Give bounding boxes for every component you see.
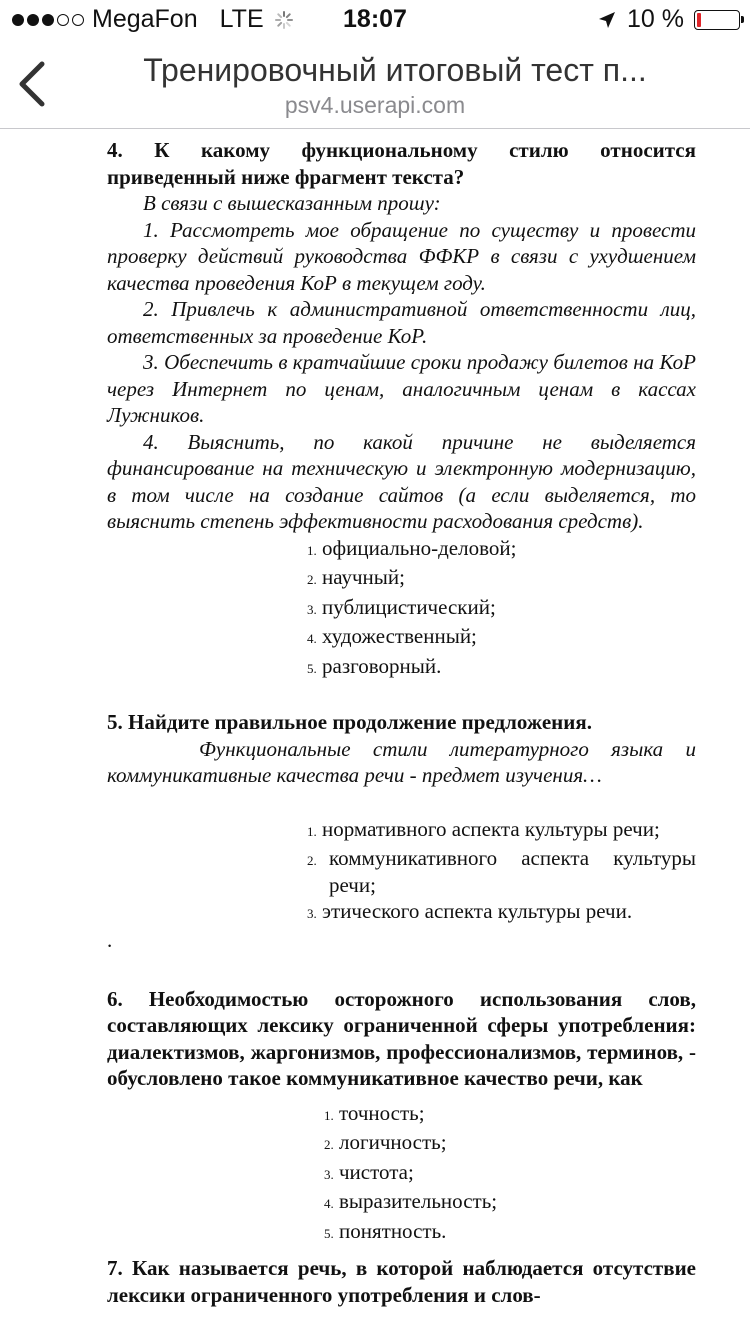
- network-type: LTE: [219, 5, 264, 33]
- answer-option: 4. художественный;: [307, 624, 477, 648]
- answer-option: 1. точность;: [324, 1100, 425, 1125]
- question-heading: 5. Найдите правильное продолжение предложения.: [107, 710, 592, 734]
- page-title: Тренировочный итоговый тест п...: [143, 52, 647, 88]
- passage-line: 3. Обеспечить в кратчайшие сроки продажу билетов на КоР через Интернет по ценам, аналогичным ценам в кассах Лужников.: [107, 350, 696, 427]
- answer-option: 3. публицистический;: [307, 594, 496, 619]
- passage-line: Функциональные стили литературного языка и коммуникативные качества речи - предмет изучения…: [107, 736, 696, 787]
- clock: 18:07: [343, 5, 407, 33]
- passage-line: 1. Рассмотреть мое обращение по существу и провести проверку действий руководства ФФКР в связи с ухудшением качества проведения КоР в текущем году.: [107, 217, 696, 295]
- battery-percent: 10 %: [627, 5, 684, 33]
- passage-line: В связи с вышесказанным прошу:: [143, 191, 441, 215]
- status-bar: [0, 0, 750, 40]
- answer-option: 2. логичность;: [324, 1130, 447, 1154]
- question-6: [107, 986, 696, 1248]
- answer-option: 2. коммуникативного аспекта культуры речи;: [307, 846, 696, 897]
- location-arrow-icon: [597, 10, 617, 30]
- answer-option: 5. разговорный.: [307, 653, 442, 678]
- answer-option: 3. чистота;: [324, 1159, 414, 1184]
- question-4: [107, 137, 696, 682]
- question-5: [107, 709, 696, 956]
- answer-option: 1. официально-деловой;: [307, 535, 517, 560]
- answer-option: 5. понятность.: [324, 1218, 447, 1243]
- question-heading: 6. Необходимостью осторожного использования слов, составляющих лексику ограниченной сферы употребления: диалектизмов, жаргонизмов, профессионализмов, терминов, - обусловлено такое коммуникативное качество речи, как: [107, 986, 696, 1090]
- passage-line: 2. Привлечь к административной ответственности лиц, ответственных за проведение КоР.: [107, 297, 696, 348]
- page-url[interactable]: psv4.userapi.com: [284, 92, 466, 118]
- question-heading: 7. Как называется речь, в которой наблюдается отсутствие лексики ограниченного употребления и слов-: [107, 1256, 696, 1307]
- answer-option: 1. нормативного аспекта культуры речи;: [307, 816, 660, 841]
- browser-header: [0, 40, 750, 129]
- battery-icon: [694, 10, 740, 30]
- answer-options: [307, 535, 696, 683]
- carrier-name: MegaFon: [92, 5, 198, 33]
- answer-option: 3. этического аспекта культуры речи.: [307, 899, 633, 923]
- answer-options: [307, 816, 696, 928]
- document-body: [107, 137, 696, 1308]
- stray-period: .: [107, 927, 113, 952]
- answer-option: 4. выразительность;: [324, 1189, 498, 1213]
- question-heading: 4. К какому функциональному стилю относится приведенный ниже фрагмент текста?: [107, 138, 696, 189]
- answer-option: 2. научный;: [307, 565, 405, 589]
- passage-line: 4. Выяснить, по какой причине не выделяется финансирование на техническую и электронную модернизацию, в том числе на создание сайтов (а если выделяется, то выяснить степень эффективности расходования средств).: [107, 429, 696, 533]
- question-7: [107, 1255, 696, 1308]
- answer-options: [324, 1100, 696, 1248]
